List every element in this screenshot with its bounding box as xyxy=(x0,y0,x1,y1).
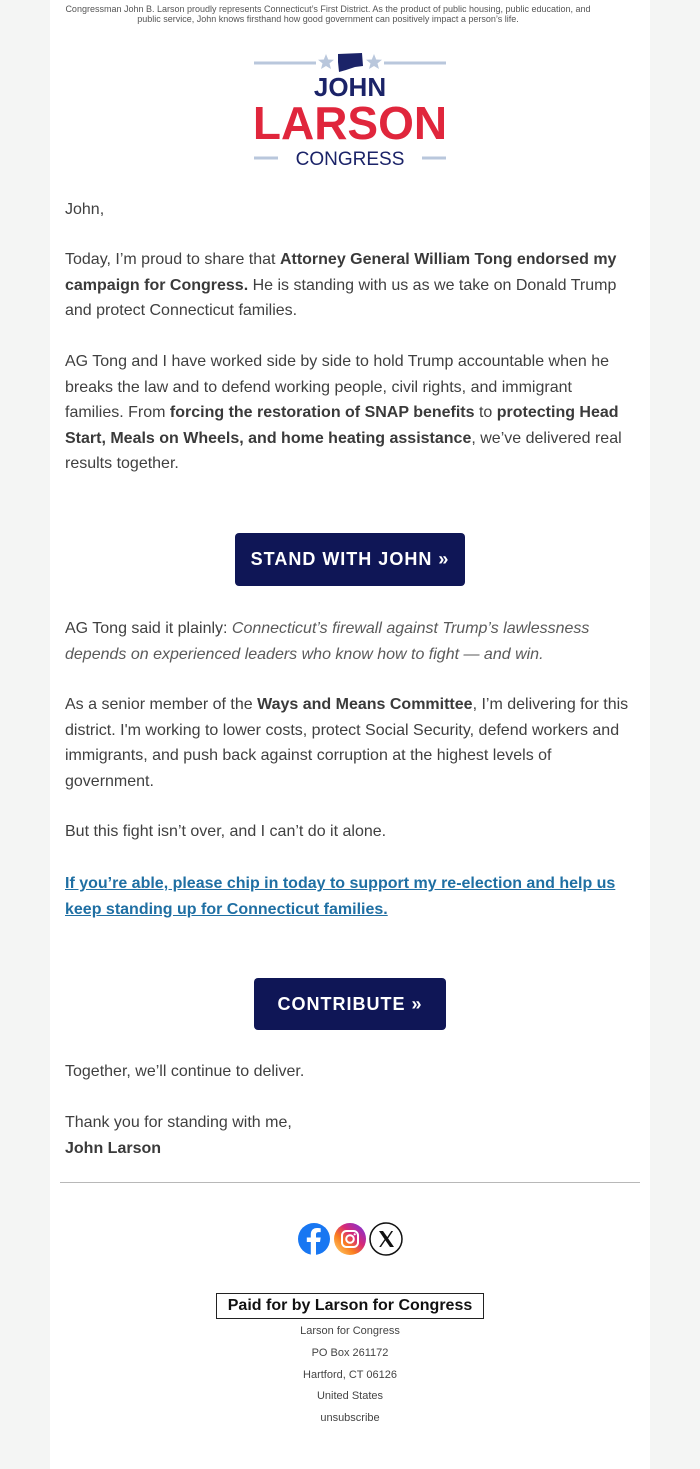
svg-text:CONGRESS: CONGRESS xyxy=(295,149,405,170)
paragraph-record: AG Tong and I have worked side by side to hold Trump accountable when he breaks the law and to defend working people, civil rights, and immigrant families. From forcing the restoration of SNAP benefits to protecting Head Start, Meals on Wheels, and home heating assistance, we’ve delivered real results together. xyxy=(65,353,622,472)
paragraph-ways-means: As a senior member of the Ways and Means Committee, I’m delivering for this district. I'm working to lower costs, protect Social Security, defend workers and immigrants, and push back against corruption at the highest levels of government. xyxy=(65,696,629,790)
instagram-icon[interactable] xyxy=(333,1222,367,1256)
signoff: Thank you for standing with me, John Larson xyxy=(65,1114,292,1157)
contribute-button[interactable]: CONTRIBUTE » xyxy=(254,978,446,1030)
paragraph-fight: But this fight isn’t over, and I can’t do it alone. xyxy=(65,823,387,840)
greeting: John, xyxy=(65,201,105,218)
star-icon xyxy=(318,54,334,69)
stand-with-john-button[interactable]: STAND WITH JOHN » xyxy=(235,533,465,586)
paragraph-together: Together, we’ll continue to deliver. xyxy=(65,1063,305,1080)
paragraph-endorsement: Today, I’m proud to share that Attorney General William Tong endorsed my campaign for Congress. He is standing with us as we take on Donald Trump and protect Connecticut families. xyxy=(65,251,617,319)
footer-country: United States xyxy=(316,1390,384,1402)
paragraph-quote: AG Tong said it plainly: Connecticut’s firewall against Trump’s lawlessness depends on experienced leaders who know how to fight — and win. xyxy=(65,620,590,663)
john-larson-congress-logo xyxy=(250,50,450,170)
footer-city: Hartford, CT 06126 xyxy=(303,1369,397,1381)
footer-org: Larson for Congress xyxy=(300,1325,400,1337)
svg-text:LARSON: LARSON xyxy=(252,97,448,149)
svg-text:JOHN: JOHN xyxy=(313,72,387,102)
facebook-icon[interactable] xyxy=(297,1222,331,1256)
connecticut-state-icon xyxy=(338,53,363,72)
signature: John Larson xyxy=(65,1139,162,1157)
paid-for-by-disclaimer: Paid for by Larson for Congress xyxy=(216,1293,484,1319)
contribute-link[interactable]: If you’re able, please chip in today to support my re-election and help us keep standing up for Connecticut families. xyxy=(65,875,616,918)
footer-divider xyxy=(60,1182,640,1183)
footer-po-box: PO Box 261172 xyxy=(311,1347,389,1359)
star-icon xyxy=(366,54,382,69)
unsubscribe-link[interactable]: unsubscribe xyxy=(320,1412,380,1424)
x-icon[interactable] xyxy=(369,1222,403,1256)
preheader-text: Congressman John B. Larson proudly represents Connecticut’s First District. As the product of public housing, public education, and public service, John knows firsthand how good government can positively impact a person’s life. xyxy=(65,4,591,24)
contribute-link-paragraph xyxy=(65,871,635,922)
